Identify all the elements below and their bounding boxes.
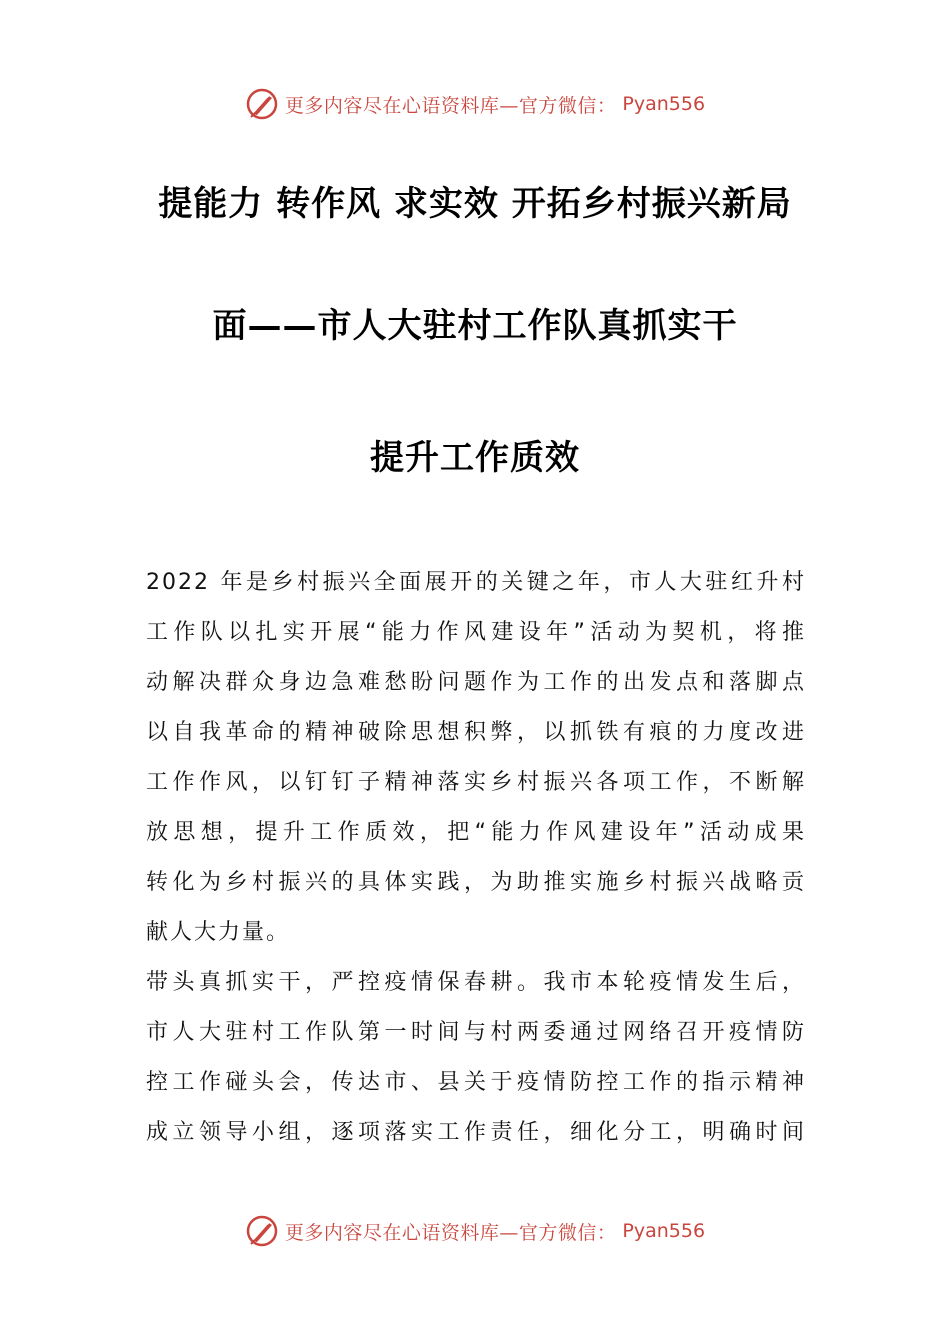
- body-line: 献人大力量。: [146, 920, 291, 945]
- document-title-line-2: 面——市人大驻村工作队真抓实干: [212, 306, 738, 346]
- body-line: 转化为乡村振兴的具体实践，为助推实施乡村振兴战略贡: [146, 870, 806, 895]
- body-line: 动解决群众身边急难愁盼问题作为工作的出发点和落脚点: [146, 670, 806, 695]
- body-line: 工作作风，以钉钉子精神落实乡村振兴各项工作，不断解: [146, 770, 806, 795]
- document-body: [146, 558, 806, 1158]
- body-line: 以自我革命的精神破除思想积弊，以抓铁有痕的力度改进: [146, 720, 806, 745]
- header-banner-text: 更多内容尽在心语资料库—官方微信：: [284, 94, 617, 117]
- body-line: 放思想，提升工作质效，把“能力作风建设年”活动成果: [146, 820, 806, 845]
- body-line: 控工作碰头会，传达市、县关于疫情防控工作的指示精神: [146, 1070, 806, 1095]
- footer-banner-text: 更多内容尽在心语资料库—官方微信：: [284, 1221, 617, 1244]
- body-line: 市人大驻村工作队第一时间与村两委通过网络召开疫情防: [146, 1020, 806, 1045]
- footer-banner: [0, 1211, 950, 1251]
- body-line: 2022 年是乡村振兴全面展开的关键之年，市人大驻红升村: [146, 570, 806, 595]
- body-line: 工作队以扎实开展“能力作风建设年”活动为契机，将推: [146, 620, 806, 645]
- quill-logo-icon: [245, 87, 279, 121]
- body-line: 带头真抓实干，严控疫情保春耕。我市本轮疫情发生后，: [146, 970, 806, 995]
- body-line: 成立领导小组，逐项落实工作责任，细化分工，明确时间: [146, 1120, 806, 1145]
- document-title-line-3: 提升工作质效: [370, 438, 580, 478]
- quill-logo-icon: [245, 1214, 279, 1248]
- document-title-line-1: 提能力 转作风 求实效 开拓乡村振兴新局: [158, 184, 792, 224]
- header-banner: [0, 84, 950, 124]
- footer-banner-wechat: Pyan556: [622, 1220, 706, 1242]
- header-banner-wechat: Pyan556: [622, 93, 706, 115]
